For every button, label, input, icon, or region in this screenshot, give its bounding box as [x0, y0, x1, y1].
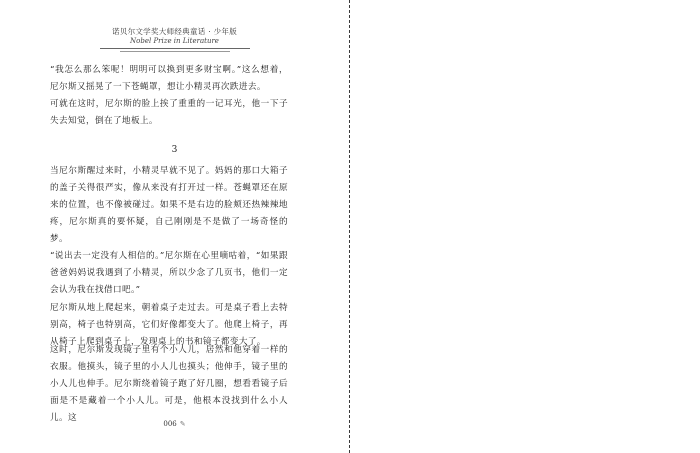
paragraph: 当尼尔斯醒过来时，小精灵早就不见了。妈妈的那口大箱子的盖子关得很严实，像从来没有打开过一样。苍蝇罩还在原来的位置，也不像被碰过。如果不是右边的脸颊还热辣辣地疼，尼尔斯真的要怀疑，自己刚刚是不是做了一场奇怪的梦。	[50, 166, 288, 244]
header-subtitle: Nobel Prize in Literature	[130, 37, 219, 45]
page-ornament-icon: ✎	[179, 420, 186, 428]
page-number	[0, 420, 349, 428]
left-page	[0, 0, 349, 453]
series-title: 诺贝尔文学奖大师经典童话 · 少年版	[111, 27, 238, 36]
right-page	[352, 0, 700, 453]
page-divider	[349, 0, 350, 453]
paragraph: “我怎么那么笨呢！明明可以换到更多财宝啊。”这么想着，尼尔斯又摇晃了一下苍蝇罩，想让小精灵再次跌进去。	[50, 65, 288, 92]
chapter-number: 3	[171, 145, 178, 155]
header-rule	[100, 48, 250, 49]
paragraph: 这时，尼尔斯发现镜子里有个小人儿，居然和他穿着一样的衣服。他摸头，镜子里的小人儿也摸头；他伸手，镜子里的小人儿也伸手。尼尔斯绕着镜子跑了好几圈，想看看镜子后面是不是藏着一个小人儿。可是，他根本没找到什么小人儿。这	[50, 345, 288, 423]
page-number-text: 006	[163, 420, 177, 428]
paragraph: 尼尔斯从地上爬起来，朝着桌子走过去。可是桌子看上去特别高，椅子也特别高，它们好像都变大了。他爬上椅子，再从椅子上爬到桌子上，发现桌上的书和镜子都变大了。	[50, 303, 288, 347]
paragraph: 可就在这时，尼尔斯的脸上挨了重重的一记耳光，他一下子失去知觉，倒在了地板上。	[50, 99, 288, 126]
header-rule-thin	[120, 51, 230, 52]
paragraph: “说出去一定没有人相信的。”尼尔斯在心里嘀咕着，“如果跟爸爸妈妈说我遇到了小精灵，所以少念了几页书，他们一定会认为我在找借口吧。”	[50, 251, 288, 295]
